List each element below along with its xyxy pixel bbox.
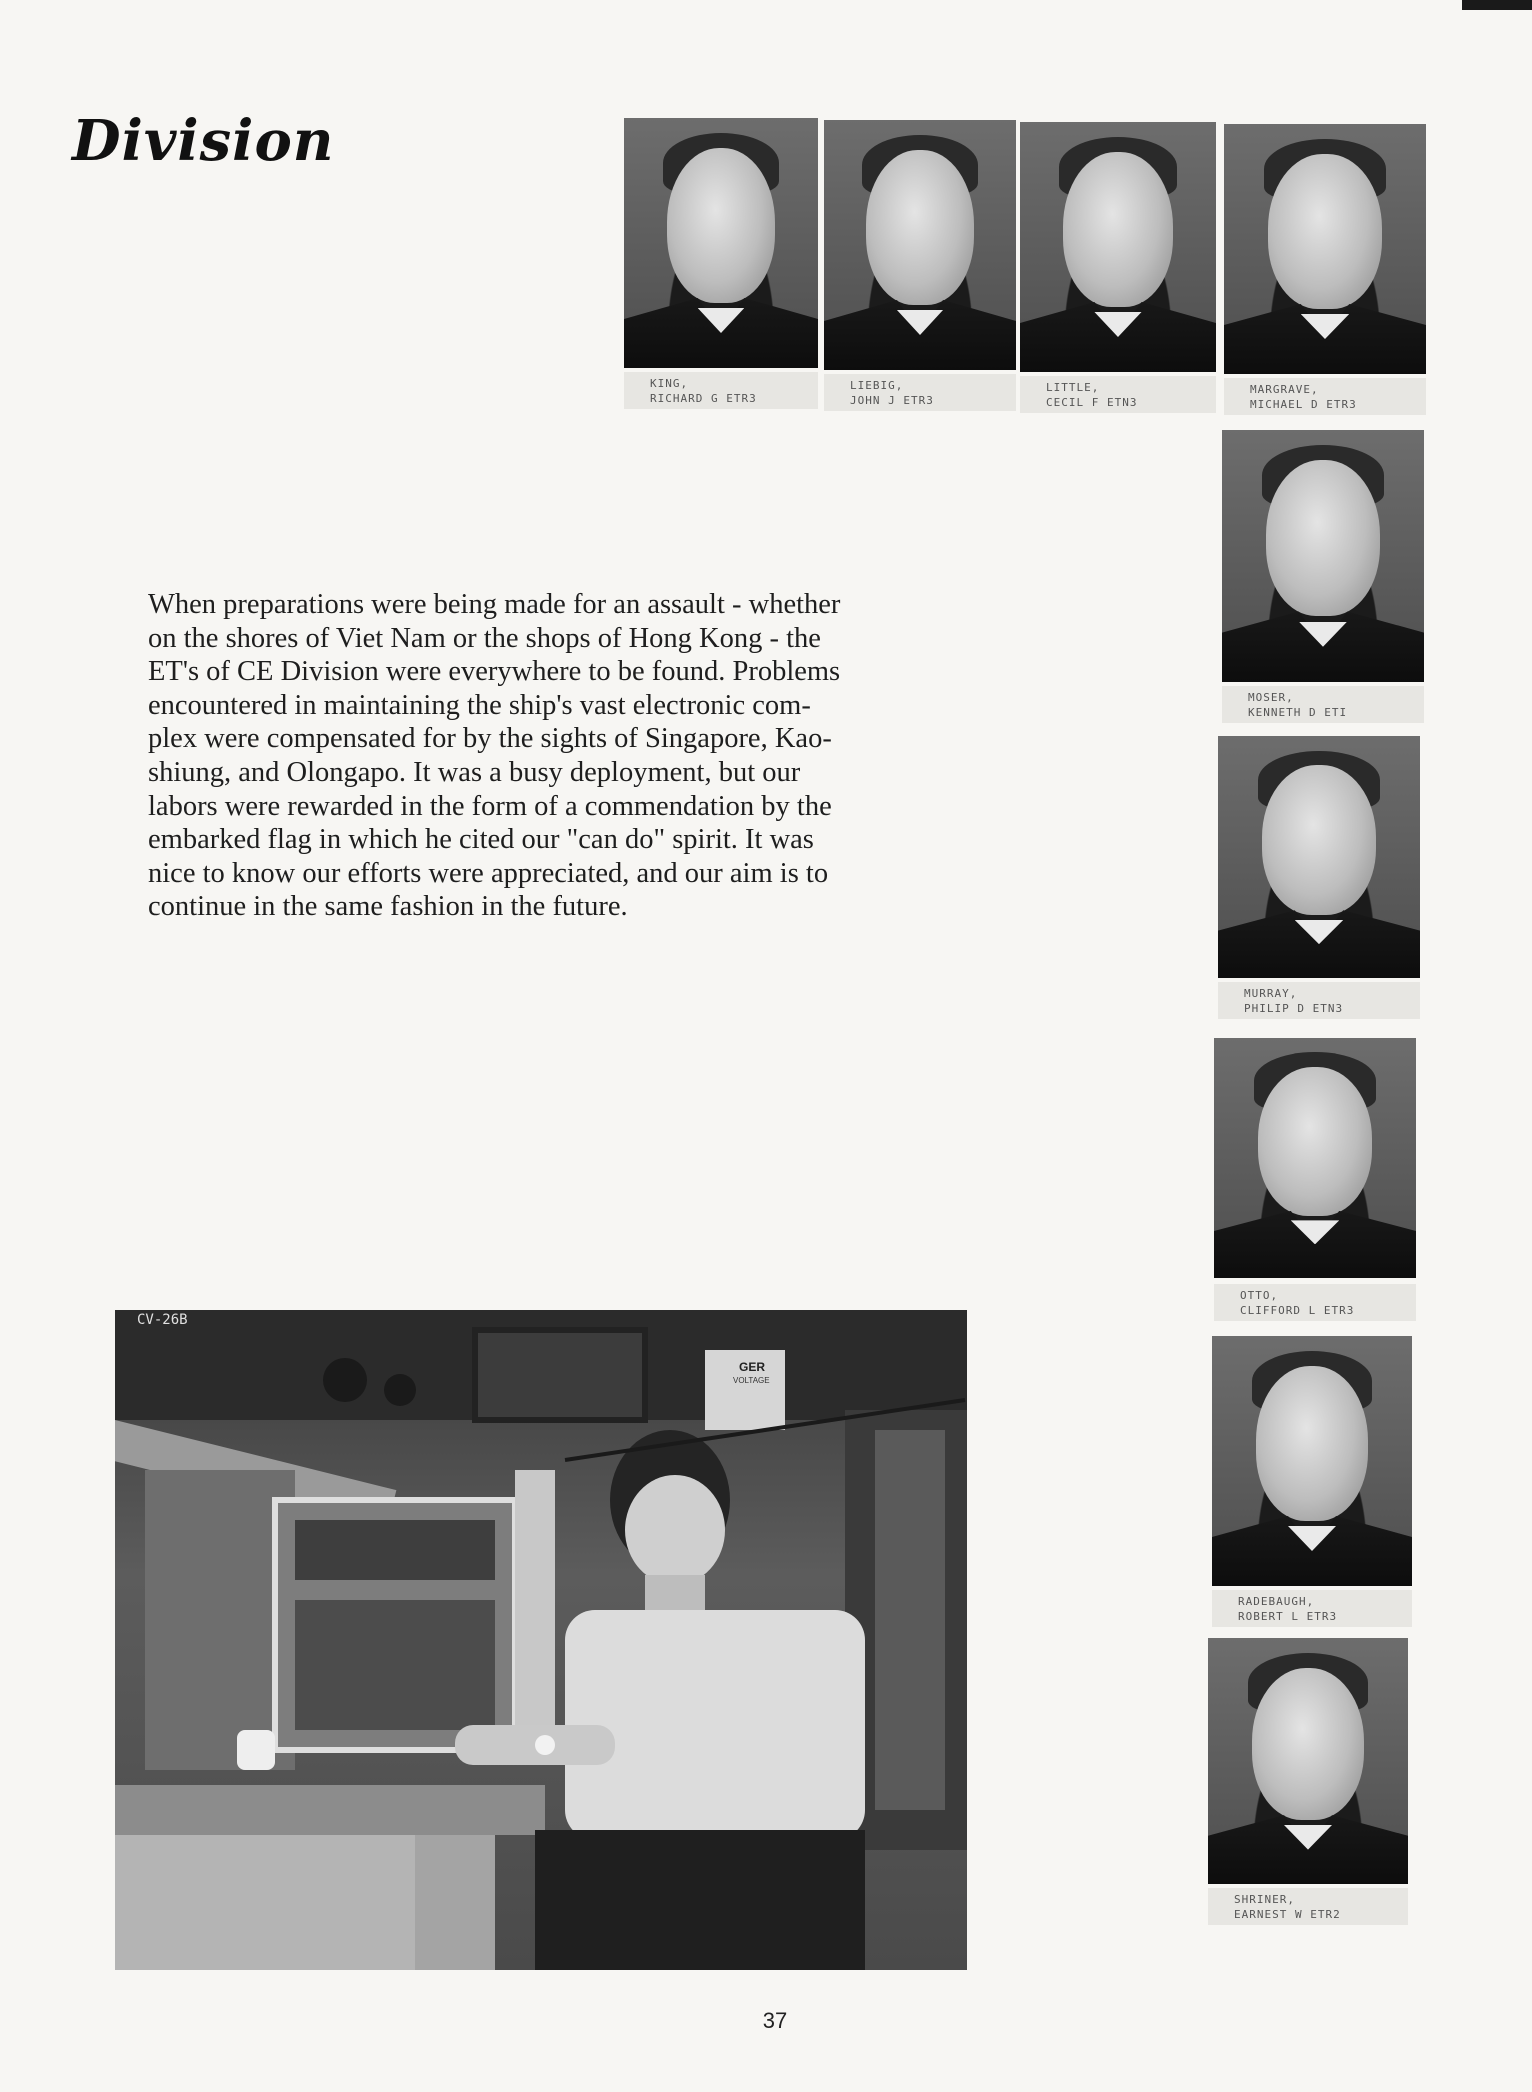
body-line: ET's of CE Division were everywhere to be found. Problems bbox=[148, 656, 841, 688]
portrait-margrave bbox=[1224, 124, 1426, 426]
caption-surname: MURRAY, bbox=[1244, 987, 1298, 1000]
body-line: labors were rewarded in the form of a commendation by the bbox=[148, 790, 832, 822]
portrait-photo bbox=[1020, 122, 1216, 372]
portrait-radebaugh bbox=[1212, 1336, 1412, 1632]
caption-given-rate: CECIL F ETN3 bbox=[1046, 396, 1138, 409]
technician-photo-illustration bbox=[115, 1310, 967, 1970]
page-heading: Division bbox=[72, 108, 335, 174]
caption-surname: MARGRAVE, bbox=[1250, 383, 1319, 396]
caption-given-rate: ROBERT L ETR3 bbox=[1238, 1610, 1338, 1623]
caption-surname: OTTO, bbox=[1240, 1289, 1279, 1302]
portrait-photo bbox=[1208, 1638, 1408, 1884]
portrait-caption bbox=[1214, 1284, 1416, 1321]
body-paragraph bbox=[148, 588, 1068, 924]
portrait-photo bbox=[624, 118, 818, 368]
portrait-shriner bbox=[1208, 1638, 1408, 1928]
caption-given-rate: CLIFFORD L ETR3 bbox=[1240, 1304, 1355, 1317]
portrait-king bbox=[624, 118, 818, 414]
portrait-caption bbox=[1218, 982, 1420, 1019]
portrait-photo bbox=[1222, 430, 1424, 682]
body-line: on the shores of Viet Nam or the shops of Hong Kong - the bbox=[148, 622, 821, 654]
portrait-otto bbox=[1214, 1038, 1416, 1330]
body-line: embarked flag in which he cited our "can do" spirit. It was bbox=[148, 824, 814, 856]
caption-given-rate: PHILIP D ETN3 bbox=[1244, 1002, 1344, 1015]
portrait-photo bbox=[1218, 736, 1420, 978]
caption-surname: LITTLE, bbox=[1046, 381, 1100, 394]
equipment-tag-label: CV-26B bbox=[137, 1312, 188, 1328]
portrait-murray bbox=[1218, 736, 1420, 1028]
scan-edge-mark bbox=[1462, 0, 1532, 10]
body-line: nice to know our efforts were appreciated, and our aim is to bbox=[148, 857, 829, 889]
portrait-liebig bbox=[824, 120, 1016, 418]
caption-given-rate: JOHN J ETR3 bbox=[850, 394, 934, 407]
portrait-little bbox=[1020, 122, 1216, 420]
caption-given-rate: EARNEST W ETR2 bbox=[1234, 1908, 1341, 1921]
portrait-caption bbox=[824, 374, 1016, 411]
caption-surname: KING, bbox=[650, 377, 689, 390]
portrait-photo bbox=[824, 120, 1016, 370]
portrait-caption bbox=[1212, 1590, 1412, 1627]
portrait-caption bbox=[1224, 378, 1426, 415]
portrait-photo bbox=[1224, 124, 1426, 374]
portrait-moser bbox=[1222, 430, 1424, 732]
caption-surname: SHRINER, bbox=[1234, 1893, 1295, 1906]
caption-given-rate: KENNETH D ETI bbox=[1248, 706, 1348, 719]
warning-sign-top: GER bbox=[739, 1360, 766, 1374]
portrait-caption bbox=[1222, 686, 1424, 723]
body-line: plex were compensated for by the sights of Singapore, Kao- bbox=[148, 723, 832, 755]
body-line: When preparations were being made for an assault - whether bbox=[148, 589, 841, 620]
portrait-photo bbox=[1214, 1038, 1416, 1278]
portrait-caption bbox=[1208, 1888, 1408, 1925]
caption-given-rate: MICHAEL D ETR3 bbox=[1250, 398, 1357, 411]
body-line: shiung, and Olongapo. It was a busy deployment, but our bbox=[148, 756, 801, 788]
caption-given-rate: RICHARD G ETR3 bbox=[650, 392, 757, 405]
page-number: 37 bbox=[762, 2008, 788, 2033]
portrait-photo bbox=[1212, 1336, 1412, 1586]
warning-sign-bottom: VOLTAGE bbox=[733, 1376, 770, 1385]
portrait-caption bbox=[624, 372, 818, 409]
body-line: continue in the same fashion in the future. bbox=[148, 891, 628, 923]
caption-surname: LIEBIG, bbox=[850, 379, 904, 392]
caption-surname: RADEBAUGH, bbox=[1238, 1595, 1315, 1608]
technician-photo bbox=[115, 1310, 967, 1970]
body-line: encountered in maintaining the ship's vast electronic com- bbox=[148, 689, 811, 721]
caption-surname: MOSER, bbox=[1248, 691, 1294, 704]
portrait-caption bbox=[1020, 376, 1216, 413]
